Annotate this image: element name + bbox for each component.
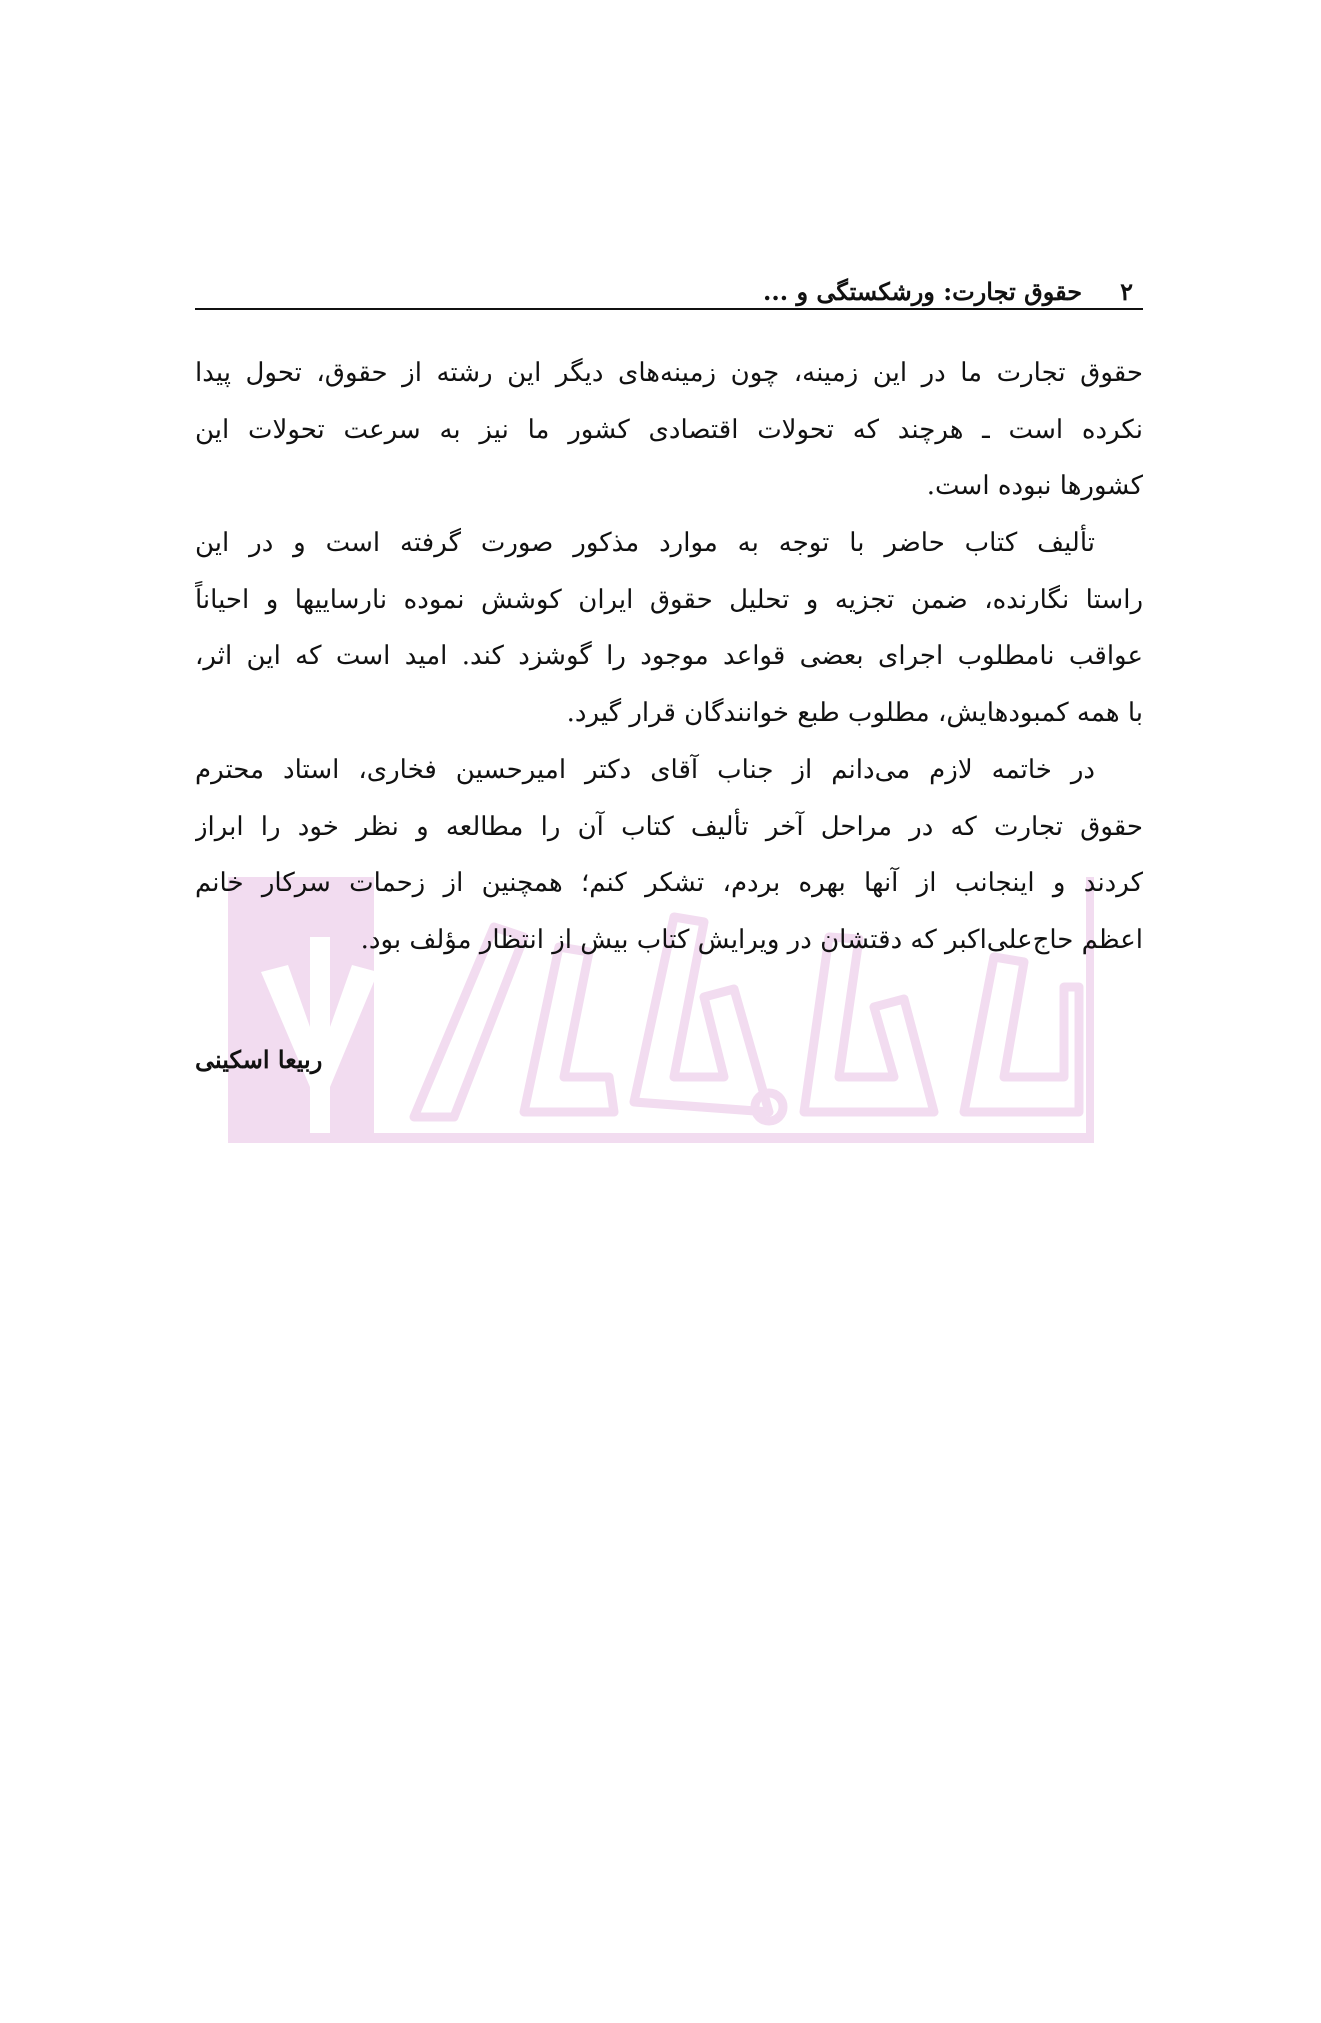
body-text [195, 345, 1143, 969]
text-line: در خاتمه لازم می‌دانم از جناب آقای دکتر امیرحسین فخاری، استاد محترم [195, 754, 1095, 785]
text-line: حقوق تجارت که در مراحل آخر تألیف کتاب آن را مطالعه و نظر خود را ابراز [195, 811, 1143, 842]
page-number: ۲ [1120, 277, 1133, 306]
running-title: حقوق تجارت: ورشکستگی و ... [763, 277, 1083, 306]
text-line: راستا نگارنده، ضمن تجزیه و تحلیل حقوق ایران کوشش نموده نارساییها و احیاناً [195, 584, 1143, 615]
text-line: تألیف کتاب حاضر با توجه به موارد مذکور صورت گرفته است و در این [195, 528, 1095, 559]
running-header [195, 268, 1143, 306]
text-line: کردند و اینجانب از آنها بهره بردم، تشکر کنم؛ همچنین از زحمات سرکار خانم [195, 868, 1143, 899]
author-signature: ربیعا اسکینی [195, 1045, 323, 1074]
text-line: با همه کمبودهایش، مطلوب طبع خوانندگان قرار گیرد. [566, 698, 1143, 729]
text-line: اعظم حاج‌علی‌اکبر که دقتشان در ویرایش کتاب بیش از انتظار مؤلف بود. [360, 924, 1143, 955]
text-line: عواقب نامطلوب اجرای بعضی قواعد موجود را گوشزد کند. امید است که این اثر، [195, 641, 1143, 672]
header-rule [195, 308, 1143, 310]
text-line: حقوق تجارت ما در این زمینه، چون زمینه‌های دیگر این رشته از حقوق، تحول پیدا [195, 358, 1143, 388]
text-line: کشورها نبوده است. [926, 471, 1143, 502]
text-line: نکرده است ـ هرچند که تحولات اقتصادی کشور ما نیز به سرعت تحولات این [195, 414, 1143, 445]
